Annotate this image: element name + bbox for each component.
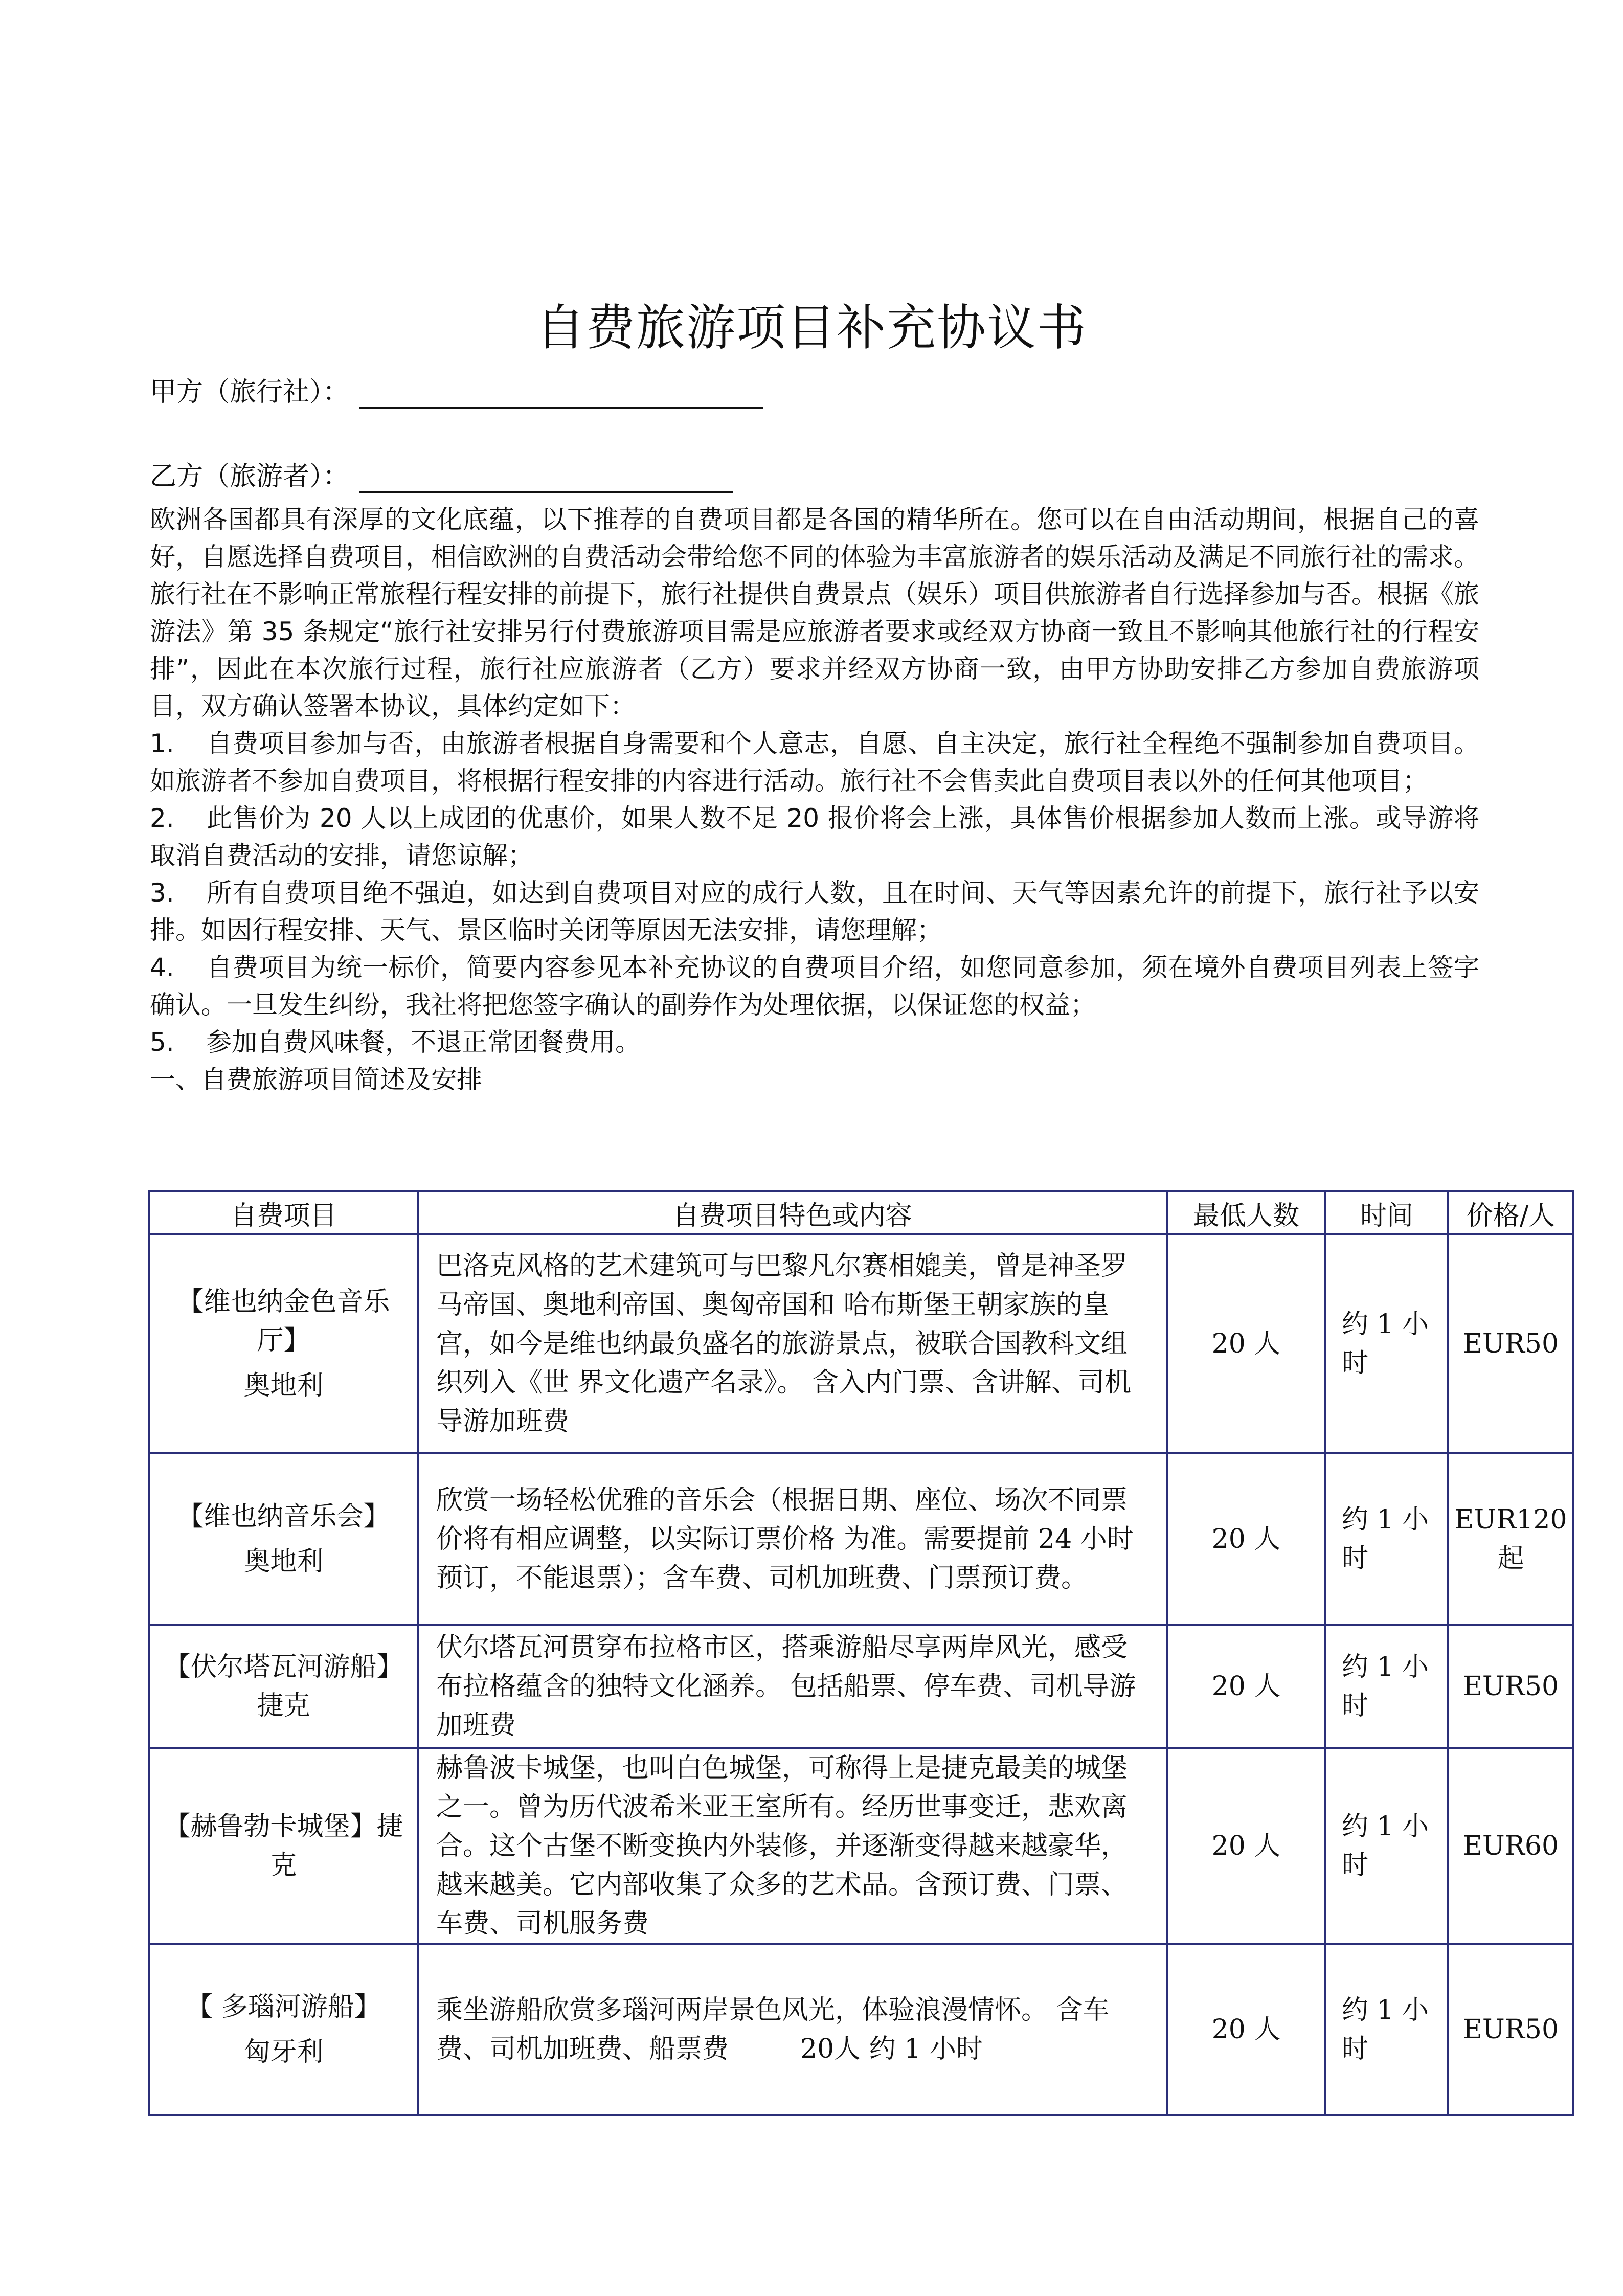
price: EUR50 xyxy=(1448,1625,1573,1748)
table-row xyxy=(149,1748,1573,1944)
clause-item xyxy=(150,874,1479,949)
clause-item xyxy=(150,800,1479,874)
clause-item xyxy=(150,949,1479,1024)
party-b-label: 乙方（旅游者）： xyxy=(150,461,350,492)
min-people: 20 人 xyxy=(1167,1625,1325,1748)
project-description: 伏尔塔瓦河贯穿布拉格市区，搭乘游船尽享两岸风光，感受布拉格蕴含的独特文化涵养。 包括船票、停车费、司机导游加班费 xyxy=(418,1625,1167,1748)
min-people: 20 人 xyxy=(1167,1234,1325,1453)
project-name: 【 多瑙河游船】 xyxy=(186,1992,381,2022)
table-row xyxy=(149,1944,1573,2115)
document-title: 自费旅游项目补充协议书 xyxy=(536,299,1087,356)
project-name-cell xyxy=(149,1234,418,1453)
intro-paragraph: 旅行社在不影响正常旅程行程安排的前提下，旅行社提供自费景点（娱乐）项目供旅游者自行选择参加与否。根据《旅游法》第 35 条规定“旅行社安排另行付费旅游项目需是应旅游者要求或经双方协商一致且不影响其他旅行社的行程安排”，因此在本次旅行过程，旅行社应旅游者（乙方）要求并经双方协商一致，由甲方协助安排乙方参加自费旅游项目，双方确认签署本协议，具体约定如下： xyxy=(150,579,1479,721)
min-people: 20 人 xyxy=(1167,1748,1325,1944)
table-row xyxy=(149,1234,1573,1453)
project-name-cell xyxy=(149,1625,418,1748)
duration: 约 1 小时 xyxy=(1325,1748,1448,1944)
table-header-row xyxy=(149,1191,1573,1234)
project-name: 【伏尔塔瓦河游船】捷克 xyxy=(164,1652,403,1721)
clause-item xyxy=(150,725,1479,800)
table-row xyxy=(149,1625,1573,1748)
clause-text: 自费项目为统一标价，简要内容参见本补充协议的自费项目介绍，如您同意参加，须在境外自费项目列表上签字确认。一旦发生纠纷，我社将把您签字确认的副券作为处理依据，以保证您的权益； xyxy=(150,953,1479,1020)
optional-tours-table xyxy=(148,1190,1574,2116)
party-a-label: 甲方（旅行社）： xyxy=(150,377,350,408)
clause-number: 2. xyxy=(150,803,174,833)
min-people: 20 人 xyxy=(1167,1944,1325,2115)
duration: 约 1 小时 xyxy=(1325,1625,1448,1748)
min-people: 20 人 xyxy=(1167,1453,1325,1625)
price: EUR120 起 xyxy=(1448,1453,1573,1625)
project-description: 赫鲁波卡城堡，也叫白色城堡，可称得上是捷克最美的城堡之一。曾为历代波希米亚王室所有。经历世事变迁，悲欢离合。这个古堡不断变换内外装修，并逐渐变得越来越豪华，越来越美。它内部收集了众多的艺术品。含预订费、门票、车费、司机服务费 xyxy=(418,1748,1167,1944)
section-heading: 一、自费旅游项目简述及安排 xyxy=(150,1065,482,1094)
project-description-note: 20人 约 1 小时 xyxy=(800,2034,983,2064)
project-name: 【维也纳金色音乐厅】 xyxy=(177,1287,390,1356)
duration: 约 1 小时 xyxy=(1325,1453,1448,1625)
party-b-blank[interactable] xyxy=(359,465,733,493)
project-country: 奥地利 xyxy=(243,1546,324,1577)
clause-number: 1. xyxy=(150,729,174,758)
intro-paragraph: 欧洲各国都具有深厚的文化底蕴，以下推荐的自费项目都是各国的精华所在。您可以在自由活动期间，根据自己的喜好，自愿选择自费项目，相信欧洲的自费活动会带给您不同的体验为丰富旅游者的娱乐活动及满足不同旅行社的需求。 xyxy=(150,505,1479,572)
duration: 约 1 小时 xyxy=(1325,1944,1448,2115)
project-name-cell xyxy=(149,1944,418,2115)
header-min-people: 最低人数 xyxy=(1167,1191,1325,1234)
project-country: 奥地利 xyxy=(243,1370,324,1401)
clause-number: 3. xyxy=(150,878,174,908)
price: EUR60 xyxy=(1448,1748,1573,1944)
project-name: 【赫鲁勃卡城堡】捷克 xyxy=(164,1811,403,1881)
clause-text: 此售价为 20 人以上成团的优惠价，如果人数不足 20 报价将会上涨，具体售价根据参加人数而上涨。或导游将取消自费活动的安排，请您谅解； xyxy=(150,803,1479,870)
party-b-line xyxy=(150,460,733,493)
project-name: 【维也纳音乐会】 xyxy=(177,1501,390,1532)
duration: 约 1 小时 xyxy=(1325,1234,1448,1453)
project-description-cell xyxy=(418,1944,1167,2115)
price: EUR50 xyxy=(1448,1234,1573,1453)
clause-text: 参加自费风味餐，不退正常团餐费用。 xyxy=(206,1027,641,1057)
project-name-cell xyxy=(149,1453,418,1625)
project-description: 欣赏一场轻松优雅的音乐会（根据日期、座位、场次不同票价将有相应调整，以实际订票价格 为准。需要提前 24 小时预订，不能退票）；含车费、司机加班费、门票预订费。 xyxy=(418,1453,1167,1625)
party-a-line xyxy=(150,376,763,409)
party-a-blank[interactable] xyxy=(359,380,763,409)
header-project: 自费项目 xyxy=(149,1191,418,1234)
clause-number: 4. xyxy=(150,953,174,982)
project-name-cell xyxy=(149,1748,418,1944)
clause-number: 5. xyxy=(150,1027,174,1057)
table-row xyxy=(149,1453,1573,1625)
agreement-body xyxy=(150,501,1479,1098)
clause-text: 所有自费项目绝不强迫，如达到自费项目对应的成行人数，且在时间、天气等因素允许的前提下，旅行社予以安排。如因行程安排、天气、景区临时关闭等原因无法安排，请您理解； xyxy=(150,878,1479,945)
project-description: 乘坐游船欣赏多瑙河两岸景色风光，体验浪漫情怀。 含车费、司机加班费、船票费 xyxy=(436,1995,1110,2064)
header-price: 价格/人 xyxy=(1448,1191,1573,1234)
project-description: 巴洛克风格的艺术建筑可与巴黎凡尔赛相媲美，曾是神圣罗马帝国、奥地利帝国、奥匈帝国和 哈布斯堡王朝家族的皇宫，如今是维也纳最负盛名的旅游景点，被联合国教科文组织列入《世 界文化遗产名录》。 含入内门票、含讲解、司机导游加班费 xyxy=(418,1234,1167,1453)
header-description: 自费项目特色或内容 xyxy=(418,1191,1167,1234)
price: EUR50 xyxy=(1448,1944,1573,2115)
clause-item xyxy=(150,1024,1479,1061)
header-time: 时间 xyxy=(1325,1191,1448,1234)
clause-text: 自费项目参加与否，由旅游者根据自身需要和个人意志，自愿、自主决定，旅行社全程绝不强制参加自费项目。如旅游者不参加自费项目，将根据行程安排的内容进行活动。旅行社不会售卖此自费项目表以外的任何其他项目； xyxy=(150,729,1479,796)
project-country: 匈牙利 xyxy=(243,2037,324,2067)
